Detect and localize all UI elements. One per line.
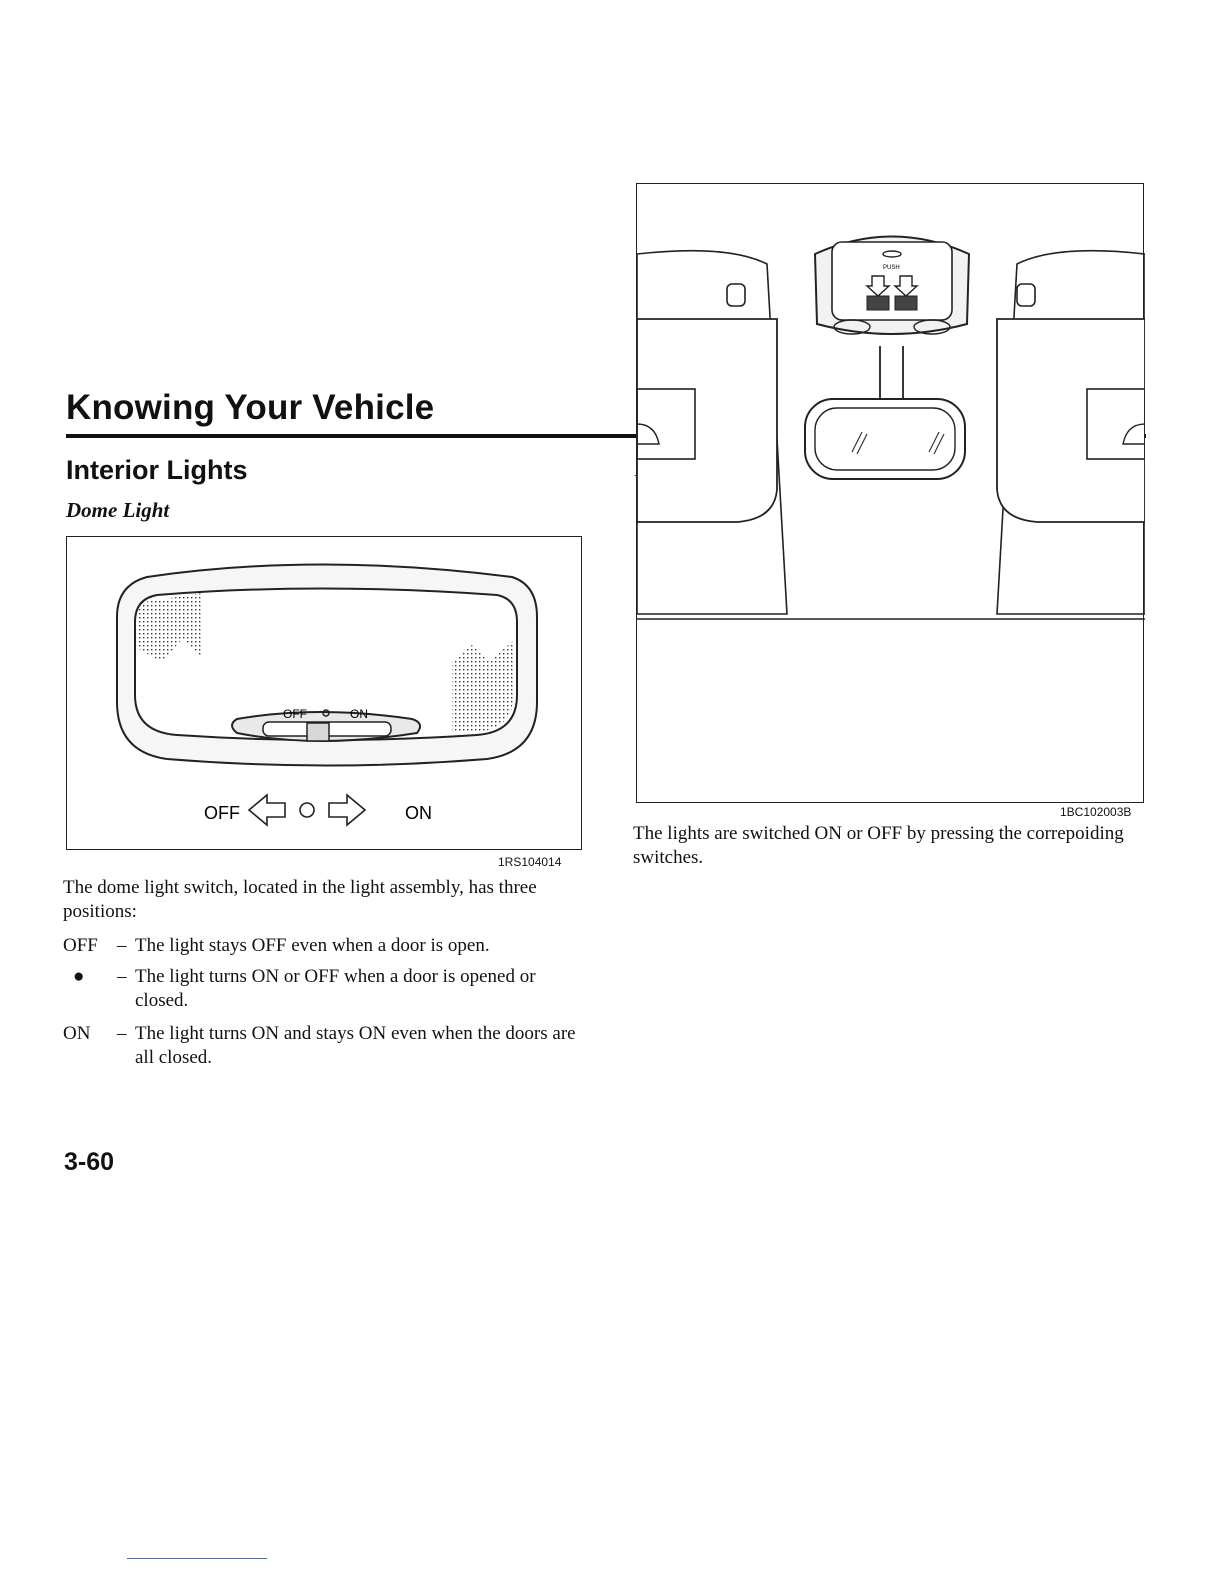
arrow-right-icon: [329, 795, 365, 825]
legend-door-mark: [300, 803, 314, 817]
legend-on-label: ON: [405, 803, 432, 823]
visor-clip-right: [1017, 284, 1035, 306]
sun-visor-right: [997, 319, 1145, 522]
map-console-inner: [832, 242, 952, 320]
position-dash: –: [117, 966, 127, 987]
legend-off-label: OFF: [204, 803, 240, 823]
position-dash: –: [117, 1023, 127, 1044]
position-desc: The light turns ON or OFF when a door is opened or closed.: [135, 966, 536, 1011]
position-desc: The light stays OFF even when a door is open.: [135, 935, 490, 956]
position-desc: The light turns ON and stays ON even when the doors are all closed.: [135, 1023, 576, 1068]
push-label: PUSH: [883, 265, 900, 271]
switch-knob[interactable]: [307, 723, 329, 741]
sun-visor-left: [637, 319, 777, 522]
map-light-description: The lights are switched ON or OFF by pressing the correpoiding switches.: [633, 823, 1124, 868]
dome-light-illustration: [67, 537, 583, 851]
chapter-title: Knowing Your Vehicle: [66, 388, 435, 427]
position-key: OFF: [63, 935, 98, 956]
switch-off-label: OFF: [283, 707, 307, 721]
map-switch-left[interactable]: [867, 296, 889, 310]
map-figure-code: 1BC102003B: [1060, 805, 1132, 819]
map-switch-right[interactable]: [895, 296, 917, 310]
bullet-icon: ●: [73, 966, 85, 987]
switch-on-label: ON: [350, 707, 368, 721]
dome-light-intro: The dome light switch, located in the light assembly, has three positions:: [63, 877, 537, 922]
map-light-illustration: [637, 184, 1145, 804]
dome-light-figure: [66, 536, 582, 850]
visor-clip-left: [727, 284, 745, 306]
section-title: Interior Lights: [66, 455, 248, 485]
position-key: ON: [63, 1023, 91, 1044]
arrow-left-icon: [249, 795, 285, 825]
page-number: 3-60: [64, 1148, 115, 1176]
dome-light-heading: Dome Light: [66, 498, 170, 522]
dome-figure-code: 1RS104014: [498, 855, 562, 869]
map-light-figure: [636, 183, 1144, 803]
footer-rule: [127, 1558, 267, 1559]
position-dash: –: [117, 935, 127, 956]
